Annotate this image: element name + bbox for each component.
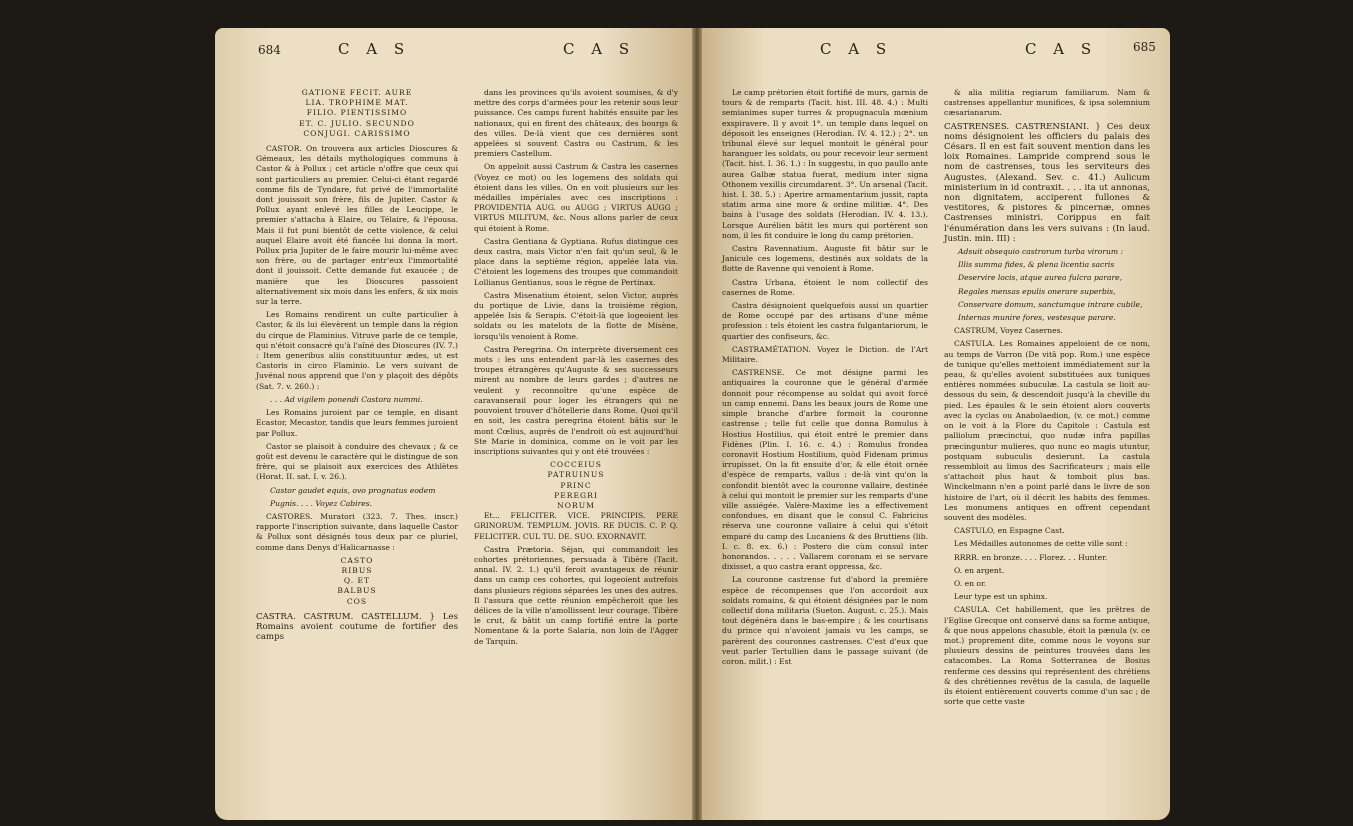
paragraph: Castra Peregrina. On interprète diversement ces mots : les uns entendent par-là les casernes des troupes étrangères qu'Auguste & ses successeurs mirent au nombre de leurs gardes ; d'autres ne veulent y reconnoître qu'une espèce de caravanserail pour loger les étrangers qui ne pouvoient trouver d'hôtellerie dans Rome. Quoi qu'il en soit, les castra peregrina étoient bâtis sur le mont Cœlius, auprès de l'endroit où est aujourd'hui Ste Marie in dominica, comme on le voit par les inscriptions suivantes qui y ont été trouvées : <box>474 344 678 456</box>
left-column-2 <box>474 88 678 812</box>
centered-line: ET. C. JULIO. SECUNDO <box>299 118 415 128</box>
paragraph: CASTRUM, Voyez Casernes. <box>954 326 1063 336</box>
paragraph: Et... FELICITER. VICE. PRINCIPIS. PERE GRINORUM. TEMPLUM. JOVIS. RE DUCIS. C. P. Q. FELICITER. CUL TU. DE. SUO. EXORNAVIT. <box>474 511 678 541</box>
right-column-1 <box>722 88 928 812</box>
paragraph: CASTRENSE. Ce mot désigne parmi les antiquaires la couronne que le général d'armée donnoit pour récompense au soldat qui avoit forcé un camp ennemi. Dans les beaux jours de Rome une simple branche d'arbre formoit la couronne castrense ; telle fut celle que donna Romulus à Hostius Hostilius, qui étoit entré le premier dans Fidènes (Plin. I. 16. c. 4.) : Romulus frondea coronavit Hostium Hostilium, quòd Fidenam primus irrupisset. On la fit ensuite d'or, & elle étoit ornée d'espèce de remparts, vallus : de-là vint qu'on la confondit bientôt avec la couronne vallaire, destinée à celui qui montoit le premier sur les remparts d'une ville assiégée. Valère-Maxime les a effectivement confondues, en disant que le consul C. Fabricius réserva une couronne vallaire à celui qui s'étoit emparé du camp des Lucaniens & des Bruttiens (lib. I. c. 8. ex. 6.) : Postero die cùm consul inter honorandos. . . . . Vallarem coronam ei se servare dixisset, a quo castra erant oppressa, &c. <box>722 368 928 572</box>
left-page-number: 684 <box>258 43 281 57</box>
paragraph: Castra Ravennatium. Auguste fit bâtir sur le Janicule ces logemens, destinés aux soldats de la flotte de Ravenne qui venoient à Rome. <box>722 244 928 274</box>
centered-line: FILIO. PIENTISSIMO <box>306 108 408 118</box>
paragraph: CASTULO, en Espagne Cast. <box>954 526 1065 536</box>
verse-line: Internas munire fores, vestesque parare. <box>958 313 1116 323</box>
centered-line: LIA. TROPHIME MAT. <box>305 98 409 108</box>
paragraph: Castra Gentiana & Gyptiana. Rufus distingue ces deux castra, mais Victor n'en fait qu'un seul, & le place dans la septième région, appelée lata via. C'étoient les logemens des troupes que commandoit Lollianus Gentianus, sous le règne de Pertinax. <box>474 236 678 287</box>
centered-line: BALBUS <box>337 586 377 596</box>
verse-line: Deservire locis, atque aurea fulcra parare, <box>958 273 1123 283</box>
left-running-head-2: C A S <box>563 40 636 58</box>
paragraph: RRRR. en bronze. . . . Florez. . . Hunter. <box>954 552 1108 562</box>
verse-line: . . . Ad vigilem ponendi Castora nummi. <box>270 394 423 404</box>
paragraph: Castra Prætoria. Séjan, qui commandoit les cohortes prétoriennes, persuada à Tibère (Tacit. annal. IV. 2. 1.) qu'il feroit avantageux de réunir dans un camp ces cohortes, qui logeoient autrefois dans plusieurs régions séparées les unes des autres. Il l'assura que cette réunion empêcheroit que les délices de la ville n'amollissent leur courage. Tibère le crut, & bâtit un camp fortifié entre la porte Nomentane & la porte Salaria, non loin de l'Agger de Tarquin. <box>474 544 678 646</box>
centered-line: PATRUINUS <box>547 470 605 480</box>
paragraph: On appeloit aussi Castrum & Castra les casernes (Voyez ce mot) ou les logemens des soldats qui étoient dans les villes. On en voit plusieurs sur les médailles impériales avec ces inscriptions : PROVIDENTIA AUG. ou AUGG ; VIRTUS AUGG ; VIRTUS MILITUM, &c. Nous allons parler de ceux qui étoient à Rome. <box>474 162 678 233</box>
centered-line: Q. ET <box>343 576 371 586</box>
centered-line: GATIONE FECIT. AURE <box>301 88 413 97</box>
centered-line: COS <box>346 596 368 606</box>
paragraph: CASULA. Cet habillement, que les prêtres de l'Eglise Grecque ont conservé dans sa forme antique, & que nous appelons chasuble, étoit la pænula (v. ce mot.) proprement dite, comme nous le voyons sur plusieurs dessins de peintures trouvées dans les catacombes. La Roma Sotterranea de Bosius renferme ces dessins qui représentent des chrétiens & des chrétiennes revêtus de la casula, de laquelle ils étoient entièrement couverts comme d'un sac ; de sorte que cette vaste <box>944 605 1150 707</box>
book-gutter <box>692 28 702 820</box>
right-running-head-1: C A S <box>820 40 893 58</box>
centered-line: CONJUGI. CARISSIMO <box>303 128 411 138</box>
centered-line: CASTO <box>340 555 374 565</box>
right-page-header <box>800 40 1170 64</box>
paragraph: Castra Urbana, étoient le nom collectif des casernes de Rome. <box>722 277 928 297</box>
centered-line: PEREGRI <box>554 490 598 500</box>
verse-line: Regales mensas epulis onerare superbis, <box>958 286 1116 296</box>
paragraph: CASTOR. On trouvera aux articles Dioscures & Gémeaux, les détails mythologiques communs à Castor & à Pollux ; cet article n'offre que ceux qui sont particuliers au premier. Celui-ci étant regardé comme fils de Tyndare, fut privé de l'immortalité dont jouissoit son frère, fils de Jupiter. Castor & Pollux ayant enlevé les filles de Leucippe, le premier s'attacha à Elaire, ou Télaire, & l'épousa. Mais il fut puni bientôt de cette violence, & celui auquel Elaire avoit été fiancée lui donna la mort. Pollux pria Jupiter de le faire mourir lui-même avec son frère, ou de partager entr'eux l'immortalité dont il jouissoit. Cette demande fut exaucée ; de manière que les Dioscures passoient alternativement six mois dans les enfers, & six mois sur la terre. <box>256 144 458 307</box>
left-page-header <box>258 40 668 64</box>
centered-line: PRINC <box>560 480 592 490</box>
right-page-number: 685 <box>1133 40 1156 54</box>
centered-line: RIBUS <box>341 565 373 575</box>
left-column-1 <box>256 88 458 812</box>
verse-line: Castor gaudet equis, ovo prognatus eodem <box>270 485 436 495</box>
left-running-head-1: C A S <box>338 40 411 58</box>
paragraph: La couronne castrense fut d'abord la première espèce de récompenses que l'on accordoit aux soldats romains, & qui étoient désignées par le nom collectif dona militaria (Sueton. August. c. 25.). Mais tout dégénéra dans le bas-empire ; & les courtisans du prince qui n'avoient jamais vu les camps, se parèrent des couronnes castrenses. C'est d'eux que veut parler Tertullien dans le passage suivant (de coron. milit.) : Est <box>722 575 928 666</box>
paragraph: O. en argent. <box>954 565 1005 575</box>
paragraph: dans les provinces qu'ils avoient soumises, & d'y mettre des corps d'armées pour les retenir sous leur puissance. Ces camps furent habités ensuite par les nationaux, qui en firent des châteaux, des bourgs & des villes. De-là vient que ces dernières sont appelées si souvent Castra ou Castrum, & les premiers Castellum. <box>474 88 678 159</box>
verse-line: Adsuit obsequio castrorum turba virorum : <box>958 247 1124 257</box>
verse-line: Pugnis. . . . Voyez Cabires. <box>270 498 373 508</box>
paragraph: CASTRA. CASTRUM. CASTELLUM. } Les Romains avoient coutume de fortifier des camps <box>256 611 458 643</box>
paragraph: Le camp prétorien étoit fortifié de murs, garnis de tours & de remparts (Tacit. hist. III. 48. 4.) : Multi semianimes super turres & propugnacula mœnium exspiravere. Il y avoit 1°. un temple dans lequel on déposoit les enseignes (Herodian. IV. 4. 12.) ; 2°. un tribunal élevé sur lequel montoit le général pour haranguer les soldats, ou pour recevoir leur serment (Tacit. hist. I. 36. 1.) : In suggestu, in quo paullo ante aurea Galbæ statua fuerat, medium inter signa Othonem vexillis circumdarent. 3°. Un arsenal (Tacit. hist. I. 38. 5.) : Aperire armamentarium jussit, rapta statim arma sine more & ordine militiæ. 4°. Des bains à l'usage des soldats (Herodian. IV. 4. 13.). Lorsque Aurélien bâtit les murs qui portèrent son nom, il les fit conduire le long du camp prétorien. <box>722 88 928 240</box>
paragraph: Castra désignoient quelquefois aussi un quartier de Rome occupé par des artisans d'une même profession : tels étoient les castra fulgantariorum, le quartier des confiseurs, &c. <box>722 301 928 341</box>
paragraph: O. en or. <box>954 578 987 588</box>
paragraph: Les Médailles autonomes de cette ville sont : <box>954 539 1128 549</box>
paragraph: CASTRAMÉTATION. Voyez le Diction. de l'Art Militaire. <box>722 344 928 365</box>
right-column-2 <box>944 88 1150 812</box>
paragraph: CASTORES. Muratori (323. 7. Thes. inscr.) rapporte l'inscription suivante, dans laquelle Castor & Pollux sont désignés tous deux par ce pluriel, comme dans Denys d'Halicarnasse : <box>256 511 458 552</box>
paragraph: Leur type est un sphinx. <box>954 592 1048 602</box>
paragraph: Les Romains rendirent un culte particulier à Castor, & ils lui élevèrent un temple dans la région du cirque de Flaminius. Vitruve parle de ce temple, qui n'étoit consacré qu'à l'aîné des Dioscures (IV. 7.) : Item generibus aliis constituuntur ædes, ut est Castoris in circo Flaminio. Le vers suivant de Juvénal nous apprend que l'on y plaçoit des dépôts (Sat. 7. v. 260.) : <box>256 310 458 391</box>
paragraph: CASTRENSES. CASTRENSIANI. } Ces deux noms désignoient les officiers du palais des Césars. Il en est fait souvent mention dans les loix Romaines. Lampride comprend sous le nom de castrenses, tous les serviteurs des Augustes. (Alexand. Sev. c. 41.) Aulicum ministerium in id contraxit. . . . ita ut annonas, non dignitatem, acciperent fullones & vestitores, & pistores & pincernæ, omnes Castrenses ministri. Corippus en fait l'énumération dans les vers suivans : (In laud. Justin. min. III) : <box>944 121 1150 244</box>
paragraph: CASTULA. Les Romaines appeloient de ce nom, au temps de Varron (De vitâ pop. Rom.) une espèce de tunique qu'elles mettoient immédiatement sur la peau, & qu'elles avoient substituées aux tuniques entières nommées subuculæ. La castula se lioit au-dessous du sein, & descendoit jusqu'à la cheville du pied. Les épaules & le sein étoient alors couverts avec la cyclas ou Anabolaedion, (v. ce mot.) comme on le voit à la Flore du Capitole : Castula est palliolum præcinctui, quo nudæ infra papillas præcinguntur mulieres, quo nunc eo magis utuntur, postquam subuculis desierunt. La castula ressembloit au limus des Sacrificateurs ; mais elle s'attachoit plus haut & tomboit plus bas. Winckelmann n'en a point parlé dans le livre de son histoire de l'art, où il décrit les habits des femmes. Les monumens antiques en offrent cependant souvent des modèles. <box>944 339 1150 522</box>
centered-line: NORUM <box>557 500 595 510</box>
paragraph: Castor se plaisoit à conduire des chevaux ; & ce goût est devenu le caractère qui le distingue de son frère, qui se plaisoit aux exercices des Athlètes (Horat. II. sat. I. v. 26.). <box>256 441 458 482</box>
paragraph: & alia militia regiarum familiarum. Nam & castrenses appellantur munifices, & ipsa solemnium cæsarianarum. <box>944 88 1150 118</box>
verse-line: Conservare domum, sanctumque intrare cubile, <box>958 299 1143 309</box>
paragraph: Les Romains juroient par ce temple, en disant Ecastor, Mecastor, tandis que leurs femmes juroient par Pollux. <box>256 408 458 438</box>
centered-line: COCCEIUS <box>550 460 602 470</box>
paragraph: Castra Misenatium étoient, selon Victor, auprès du portique de Livie, dans la troisième région, appelée Isis & Serapis. C'étoit-là que logeoient les soldats ou les matelots de la flotte de Misène, lorsqu'ils venoient à Rome. <box>474 290 678 341</box>
right-running-head-2: C A S <box>1025 40 1098 58</box>
verse-line: Illis summa fides, & plena licentia sacris <box>958 260 1115 270</box>
